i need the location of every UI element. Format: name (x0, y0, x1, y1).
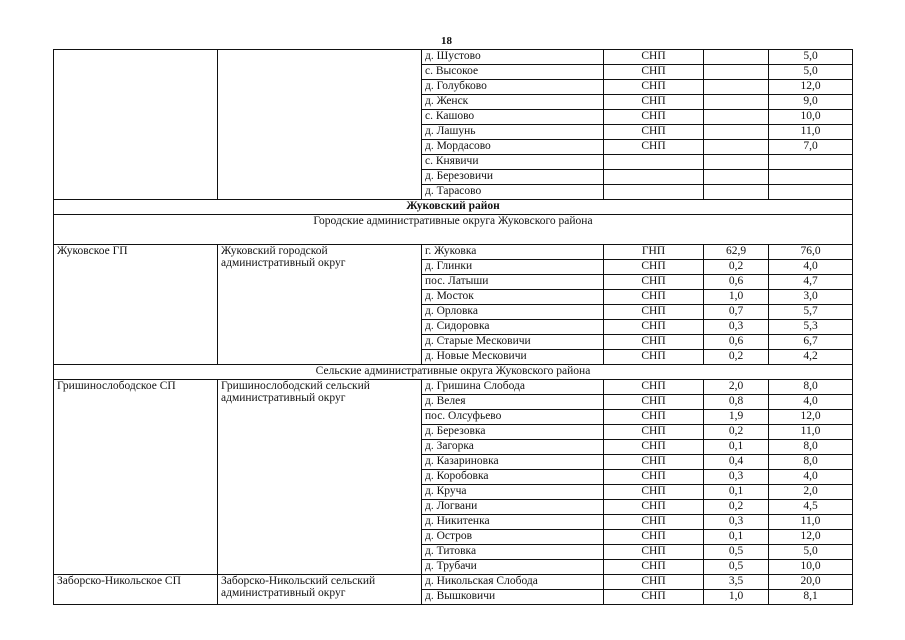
value-1-cell (704, 95, 769, 110)
value-1-cell: 0,7 (704, 305, 769, 320)
value-2-cell: 3,0 (769, 290, 853, 305)
settlement-type-cell: СНП (604, 590, 704, 605)
settlement-name-cell: с. Княвичи (422, 155, 604, 170)
value-2-cell: 9,0 (769, 95, 853, 110)
settlement-name-cell: д. Никитенка (422, 515, 604, 530)
settlement-type-cell: СНП (604, 320, 704, 335)
municipality-cell: Заборско-Никольское СП (54, 575, 218, 605)
settlement-name-cell: пос. Олсуфьево (422, 410, 604, 425)
municipality-cell (54, 50, 218, 200)
urban-okrugs-heading: Городские административные округа Жуковского района (54, 215, 853, 245)
settlement-name-cell: д. Шустово (422, 50, 604, 65)
settlement-type-cell: СНП (604, 335, 704, 350)
settlement-name-cell: д. Остров (422, 530, 604, 545)
value-2-cell: 8,1 (769, 590, 853, 605)
settlement-name-cell: д. Коробовка (422, 470, 604, 485)
settlement-type-cell: СНП (604, 560, 704, 575)
settlement-name-cell: д. Тарасово (422, 185, 604, 200)
settlement-type-cell: СНП (604, 140, 704, 155)
settlement-type-cell: СНП (604, 425, 704, 440)
value-1-cell: 0,1 (704, 485, 769, 500)
value-2-cell (769, 185, 853, 200)
value-2-cell: 5,7 (769, 305, 853, 320)
settlement-name-cell: д. Загорка (422, 440, 604, 455)
settlement-name-cell: д. Орловка (422, 305, 604, 320)
value-2-cell: 8,0 (769, 440, 853, 455)
value-2-cell: 4,7 (769, 275, 853, 290)
value-2-cell: 5,0 (769, 65, 853, 80)
settlement-type-cell: СНП (604, 455, 704, 470)
settlement-name-cell: д. Голубково (422, 80, 604, 95)
value-1-cell: 3,5 (704, 575, 769, 590)
value-1-cell: 1,0 (704, 590, 769, 605)
value-1-cell: 0,3 (704, 470, 769, 485)
settlement-type-cell: СНП (604, 575, 704, 590)
municipality-cell: Жуковское ГП (54, 245, 218, 365)
settlement-type-cell: ГНП (604, 245, 704, 260)
value-1-cell: 0,1 (704, 440, 769, 455)
value-2-cell: 5,0 (769, 50, 853, 65)
settlement-name-cell: д. Березовка (422, 425, 604, 440)
urban-okrugs-heading-row (54, 215, 853, 245)
value-2-cell: 11,0 (769, 515, 853, 530)
value-2-cell: 76,0 (769, 245, 853, 260)
settlement-type-cell (604, 155, 704, 170)
value-2-cell: 6,7 (769, 335, 853, 350)
value-1-cell: 0,2 (704, 425, 769, 440)
value-2-cell: 2,0 (769, 485, 853, 500)
settlement-name-cell: д. Гришина Слобода (422, 380, 604, 395)
page-number: 18 (441, 35, 452, 47)
settlement-name-cell: д. Казариновка (422, 455, 604, 470)
value-2-cell: 10,0 (769, 110, 853, 125)
table-row (54, 245, 853, 260)
value-1-cell: 0,5 (704, 560, 769, 575)
settlement-name-cell: с. Высокое (422, 65, 604, 80)
value-1-cell (704, 140, 769, 155)
value-1-cell: 2,0 (704, 380, 769, 395)
value-2-cell: 7,0 (769, 140, 853, 155)
settlement-type-cell: СНП (604, 275, 704, 290)
value-1-cell: 0,2 (704, 500, 769, 515)
value-1-cell: 0,6 (704, 275, 769, 290)
value-2-cell: 5,0 (769, 545, 853, 560)
district-heading-row (54, 200, 853, 215)
settlement-type-cell: СНП (604, 350, 704, 365)
value-1-cell: 62,9 (704, 245, 769, 260)
settlement-name-cell: д. Никольская Слобода (422, 575, 604, 590)
okrug-cell: Жуковский городской административный округ (218, 245, 422, 365)
municipality-cell: Гришинослободское СП (54, 380, 218, 575)
settlement-name-cell: д. Глинки (422, 260, 604, 275)
district-heading: Жуковский район (54, 200, 853, 215)
value-2-cell: 4,0 (769, 395, 853, 410)
okrug-cell (218, 50, 422, 200)
value-2-cell: 8,0 (769, 455, 853, 470)
settlement-name-cell: д. Женск (422, 95, 604, 110)
settlement-type-cell: СНП (604, 500, 704, 515)
settlement-name-cell: д. Березовичи (422, 170, 604, 185)
value-1-cell: 0,2 (704, 350, 769, 365)
settlement-type-cell: СНП (604, 305, 704, 320)
value-1-cell (704, 65, 769, 80)
settlement-type-cell: СНП (604, 380, 704, 395)
value-1-cell: 0,1 (704, 530, 769, 545)
value-1-cell: 1,9 (704, 410, 769, 425)
settlement-type-cell: СНП (604, 410, 704, 425)
settlement-type-cell: СНП (604, 395, 704, 410)
settlement-name-cell: д. Старые Месковичи (422, 335, 604, 350)
settlement-name-cell: пос. Латыши (422, 275, 604, 290)
table-body (54, 50, 853, 605)
settlement-name-cell: г. Жуковка (422, 245, 604, 260)
settlement-name-cell: с. Кашово (422, 110, 604, 125)
settlement-type-cell: СНП (604, 545, 704, 560)
value-2-cell (769, 170, 853, 185)
settlement-name-cell: д. Лашунь (422, 125, 604, 140)
rural-okrugs-heading-row (54, 365, 853, 380)
table-row (54, 380, 853, 395)
settlement-name-cell: д. Титовка (422, 545, 604, 560)
okrug-cell: Заборско-Никольский сельский административный округ (218, 575, 422, 605)
settlement-type-cell: СНП (604, 260, 704, 275)
settlement-type-cell: СНП (604, 485, 704, 500)
value-2-cell: 11,0 (769, 425, 853, 440)
value-1-cell (704, 155, 769, 170)
settlement-type-cell: СНП (604, 470, 704, 485)
value-1-cell (704, 125, 769, 140)
value-2-cell: 4,0 (769, 470, 853, 485)
settlement-name-cell: д. Трубачи (422, 560, 604, 575)
settlement-type-cell: СНП (604, 50, 704, 65)
value-2-cell: 20,0 (769, 575, 853, 590)
value-1-cell (704, 185, 769, 200)
value-1-cell (704, 110, 769, 125)
settlement-name-cell: д. Логвани (422, 500, 604, 515)
value-1-cell: 0,5 (704, 545, 769, 560)
settlement-type-cell: СНП (604, 440, 704, 455)
value-2-cell: 8,0 (769, 380, 853, 395)
settlement-name-cell: д. Вышковичи (422, 590, 604, 605)
value-1-cell (704, 50, 769, 65)
settlement-type-cell: СНП (604, 515, 704, 530)
settlement-type-cell (604, 185, 704, 200)
value-1-cell: 0,8 (704, 395, 769, 410)
value-1-cell (704, 170, 769, 185)
settlement-name-cell: д. Сидоровка (422, 320, 604, 335)
value-2-cell: 4,2 (769, 350, 853, 365)
value-1-cell: 1,0 (704, 290, 769, 305)
rural-okrugs-heading: Сельские административные округа Жуковского района (54, 365, 853, 380)
table-row (54, 575, 853, 590)
settlement-type-cell: СНП (604, 290, 704, 305)
settlement-name-cell: д. Круча (422, 485, 604, 500)
value-2-cell: 11,0 (769, 125, 853, 140)
settlement-type-cell: СНП (604, 95, 704, 110)
settlement-name-cell: д. Новые Месковичи (422, 350, 604, 365)
value-1-cell: 0,4 (704, 455, 769, 470)
value-2-cell: 10,0 (769, 560, 853, 575)
value-1-cell: 0,2 (704, 260, 769, 275)
value-2-cell: 5,3 (769, 320, 853, 335)
settlement-type-cell: СНП (604, 530, 704, 545)
value-2-cell: 4,0 (769, 260, 853, 275)
value-2-cell: 4,5 (769, 500, 853, 515)
settlement-name-cell: д. Мордасово (422, 140, 604, 155)
value-1-cell: 0,6 (704, 335, 769, 350)
value-2-cell: 12,0 (769, 410, 853, 425)
settlement-name-cell: д. Велея (422, 395, 604, 410)
value-1-cell: 0,3 (704, 515, 769, 530)
value-2-cell: 12,0 (769, 530, 853, 545)
settlement-type-cell: СНП (604, 110, 704, 125)
settlement-type-cell: СНП (604, 125, 704, 140)
settlement-type-cell: СНП (604, 80, 704, 95)
okrug-cell: Гришинослободский сельский административный округ (218, 380, 422, 575)
settlement-type-cell: СНП (604, 65, 704, 80)
table-row (54, 50, 853, 65)
value-1-cell (704, 80, 769, 95)
settlement-type-cell (604, 170, 704, 185)
settlement-name-cell: д. Мосток (422, 290, 604, 305)
value-1-cell: 0,3 (704, 320, 769, 335)
settlements-table (53, 49, 853, 605)
value-2-cell: 12,0 (769, 80, 853, 95)
value-2-cell (769, 155, 853, 170)
